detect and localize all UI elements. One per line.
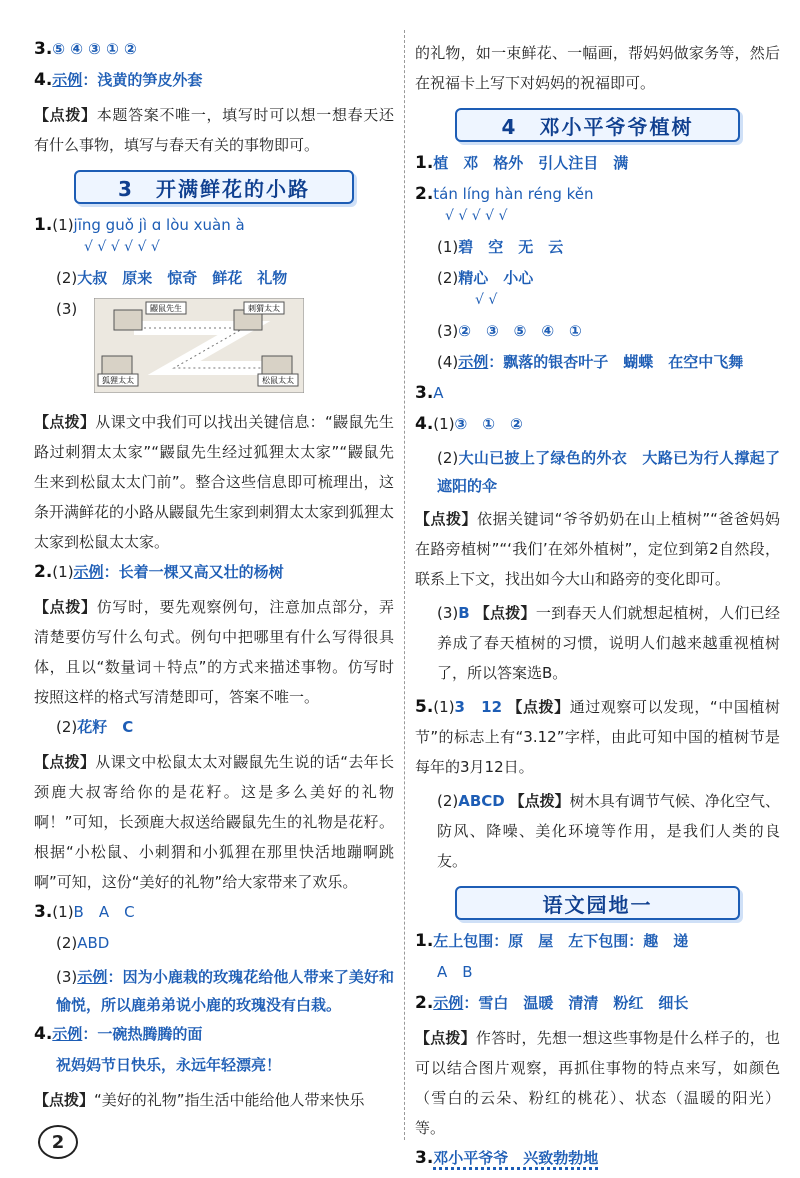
- tip-paragraph: 【点拨】作答时，先想一想这些事物是什么样子的，也可以结合图片观察，再抓住事物的特点来写，如颜色（雪白的云朵、粉红的桃花）、状态（温暖的阳光）等。: [415, 1029, 780, 1137]
- tip-paragraph: 【点拨】依据关键词“爷爷奶奶在山上植树”“爸爸妈妈在路旁植树”“‘我们’在郊外植树”，定位到第2自然段，联系上下文，找出如今大山和路旁的变化即可。: [415, 510, 780, 588]
- answer-line: A B: [437, 963, 473, 981]
- tick-marks: √ √: [475, 292, 498, 308]
- tip-paragraph: 【点拨】仿写时，要先观察例句，注意加点部分，弄清楚要仿写什么句式。例句中把哪里有什么写得很具体，且以“数量词＋特点”的方式来描述事物。仿写时按照这样的格式写清楚即可，答案不唯一。: [34, 598, 394, 706]
- column-divider: [404, 30, 405, 1140]
- answer-line: 3.⑤ ④ ③ ① ②: [34, 39, 137, 59]
- answer-line: 2.(1)示例：长着一棵又高又壮的杨树: [34, 562, 284, 582]
- answer-line: 4.示例：浅黄的笋皮外套: [34, 70, 203, 90]
- answer-line: (4)示例：飘落的银杏叶子 蝴蝶 在空中飞舞: [437, 353, 744, 371]
- tick-marks: √ √ √ √ √: [445, 208, 508, 224]
- answer-line: (2)精心 小心: [437, 269, 534, 287]
- tip-paragraph: 【点拨】本题答案不唯一，填写时可以想一想春天还有什么事物，填写与春天有关的事物即可。: [34, 106, 394, 154]
- answer-line: 3.(1)B A C: [34, 902, 135, 922]
- answer-line: (2)大山已披上了绿色的外衣 大路已为行人撑起了遮阳的伞: [437, 449, 780, 495]
- answer-line: (2)ABCD 【点拨】树木具有调节气候、净化空气、防风、降噪、美化环境等作用，是我们人类的良友。: [437, 792, 780, 870]
- answer-line: (2)花籽 C: [56, 718, 134, 736]
- answer-line: 1.植 邓 格外 引人注目 满: [415, 153, 629, 173]
- answer-line: (2)ABD: [56, 934, 110, 952]
- map-label: 刺猬太太: [248, 304, 280, 313]
- page-number: 2: [38, 1125, 78, 1159]
- path-map-illustration: [94, 298, 304, 393]
- answer-line: 1.(1)jīng guǒ jì ɑ lòu xuàn à: [34, 215, 245, 235]
- left-column: [34, 38, 394, 1119]
- answer-line: 4.(1)③ ① ②: [415, 414, 523, 434]
- tip-paragraph: 的礼物，如一束鲜花、一幅画，帮妈妈做家务等，然后在祝福卡上写下对妈妈的祝福即可。: [415, 44, 780, 92]
- right-column: [415, 38, 780, 1178]
- map-label: 松鼠太太: [262, 376, 294, 385]
- answer-line: (3)示例：因为小鹿栽的玫瑰花给他人带来了美好和愉悦，所以鹿弟弟说小鹿的玫瑰没有白栽。: [56, 968, 394, 1014]
- map-line: (3) 鼹鼠先生 刺猬太太 狐狸太太 松鼠太太: [34, 298, 394, 398]
- answer-line: (1)碧 空 无 云: [437, 238, 564, 256]
- answer-line: (3)B 【点拨】一到春天人们就想起植树，人们已经养成了春天植树的习惯，说明人们越来越重视植树了，所以答案选B。: [437, 604, 780, 682]
- answer-line: 1.左上包围：原 屋 左下包围：趣 递: [415, 931, 689, 951]
- section-banner: 4 邓小平爷爷植树: [415, 104, 780, 142]
- answer-line: (3)② ③ ⑤ ④ ①: [437, 322, 582, 340]
- answer-line: (2)大叔 原来 惊奇 鲜花 礼物: [56, 269, 288, 287]
- map-label: 鼹鼠先生: [150, 304, 182, 313]
- section-banner: 语文园地一: [415, 882, 780, 920]
- tip-paragraph: 【点拨】从课文中松鼠太太对鼹鼠先生说的话“去年长颈鹿大叔寄给你的是花籽。这是多么美好的礼物啊！”可知，长颈鹿大叔送给鼹鼠先生的礼物是花籽。根据“小松鼠、小刺猬和小狐狸在那里快活地蹦啊跳啊”可知，这份“美好的礼物”给大家带来了欢乐。: [34, 753, 394, 891]
- answer-line: 3.邓小平爷爷 兴致勃勃地: [415, 1148, 599, 1168]
- answer-line: 祝妈妈节日快乐，永远年轻漂亮！: [56, 1056, 282, 1074]
- tip-paragraph: 【点拨】从课文中我们可以找出关键信息：“鼹鼠先生路过刺猬太太家”“鼹鼠先生经过狐狸太太家”“鼹鼠先生来到松鼠太太门前”。整合这些信息即可梳理出，这条开满鲜花的小路从鼹鼠先生家到刺猬太太家到狐狸太太家到松鼠太太家。: [34, 413, 395, 551]
- tick-marks: √ √ √ √ √ √: [84, 239, 160, 255]
- map-label: 狐狸太太: [102, 376, 134, 385]
- answer-line: 3.A: [415, 383, 444, 403]
- answer-line: 2.示例：雪白 温暖 清清 粉红 细长: [415, 993, 689, 1013]
- tip-paragraph: 【点拨】“美好的礼物”指生活中能给他人带来快乐: [34, 1091, 365, 1109]
- answer-line: 4.示例：一碗热腾腾的面: [34, 1024, 203, 1044]
- answer-line: 5.(1)3 12 【点拨】通过观察可以发现，“中国植树节”的标志上有“3.12”字样，由此可知中国的植树节是每年的3月12日。: [415, 697, 780, 776]
- answer-line: 2.tán líng hàn réng kěn: [415, 184, 594, 204]
- section-banner: 3 开满鲜花的小路: [34, 166, 394, 204]
